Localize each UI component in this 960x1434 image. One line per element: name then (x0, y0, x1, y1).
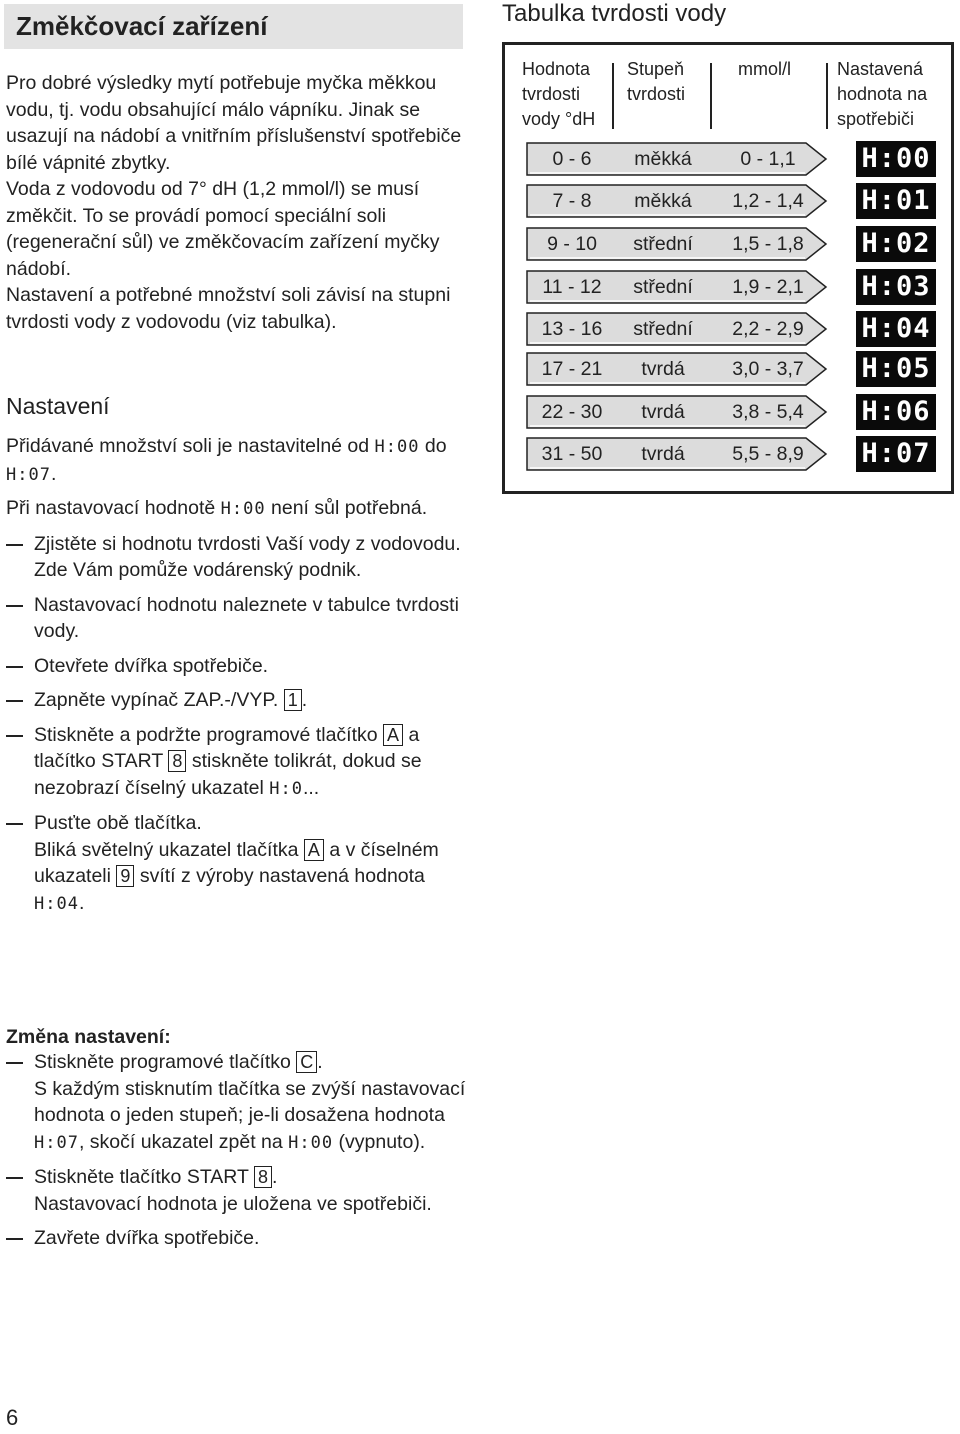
list-item (6, 810, 466, 917)
table-row (526, 227, 826, 261)
header-separator (612, 63, 614, 129)
step-text: stiskněte tolikrát, dokud se nezobrazí číselný ukazatel (34, 750, 422, 799)
list-item (6, 653, 466, 680)
cell-dh: 17 - 21 (541, 358, 603, 380)
step-text: Stiskněte a podržte programové tlačítko (34, 723, 384, 746)
cell-dh: 22 - 30 (541, 401, 603, 423)
lcd-setting-display: H:05 (856, 351, 936, 387)
step-text: . (272, 1166, 278, 1188)
cell-dh: 11 - 12 (542, 276, 602, 298)
intro-paragraph: Nastavení a potřebné množství soli závisí na stupni tvrdosti vody z vodovodu (viz tabulka). (6, 284, 451, 333)
lcd-setting-display: H:00 (856, 141, 936, 177)
step-text: Zapněte vypínač ZAP.-/VYP. (34, 689, 284, 711)
text: Při nastavovací hodnotě (6, 497, 221, 519)
cell-grade: tvrdá (641, 358, 685, 380)
settings-heading: Nastavení (6, 393, 110, 419)
settings-paragraph-range (6, 433, 466, 488)
table-row (526, 184, 826, 218)
settings-paragraph-zero (6, 495, 466, 523)
title-bar (4, 4, 463, 49)
lcd-setting-display: H:02 (856, 226, 936, 262)
button-reference-box: C (296, 1051, 317, 1073)
list-item (6, 1225, 466, 1252)
display-code: H:04 (34, 893, 79, 914)
cell-grade: tvrdá (641, 443, 685, 465)
lcd-setting-display: H:07 (856, 436, 936, 472)
text: Přidávané množství soli je nastavitelné od (6, 435, 375, 457)
cell-mmol: 3,8 - 5,4 (732, 401, 804, 423)
step-text: Zjistěte si hodnotu tvrdosti Vaší vody z vodovodu. Zde Vám pomůže vodárenský podnik. (34, 532, 461, 581)
step-text: Stiskněte tlačítko START (34, 1166, 255, 1188)
table-row (526, 270, 826, 304)
cell-grade: měkká (634, 148, 692, 170)
display-code: H:07 (34, 1132, 79, 1153)
lcd-setting-display: H:01 (856, 183, 936, 219)
table-row (526, 437, 826, 471)
cell-mmol: 1,2 - 1,4 (732, 190, 804, 212)
header-setting: Nastavená hodnota na spotřebiči (837, 59, 928, 129)
cell-mmol: 1,5 - 1,8 (732, 233, 804, 255)
settings-steps (6, 531, 466, 918)
cell-grade: střední (633, 233, 693, 255)
table-row (526, 352, 826, 386)
step-text: ... (302, 776, 320, 799)
cell-dh: 7 - 8 (552, 190, 592, 212)
cell-grade: střední (633, 318, 693, 340)
button-reference-box: A (304, 839, 324, 861)
step-text: Nastavovací hodnotu naleznete v tabulce tvrdosti vody. (34, 593, 459, 642)
button-reference-box: 8 (168, 750, 186, 772)
header-separator (826, 63, 828, 129)
step-text: a tlačítko START (34, 723, 420, 772)
intro-paragraph: Pro dobré výsledky mytí potřebuje myčka měkkou vodu, tj. vodu obsahující málo vápníku. Jinak se usazují na nádobí a vnitřním příslušenství spotřebiče bílé vápnité zbytky. (6, 72, 462, 174)
display-code: H:00 (374, 437, 420, 457)
cell-dh: 31 - 50 (541, 443, 603, 465)
table-row (526, 395, 826, 429)
step-text: Zavřete dvířka spotřebiče. (34, 1227, 260, 1249)
intro-section (6, 70, 466, 335)
step-text: Nastavovací hodnota je uložena ve spotřebiči. (34, 1192, 432, 1215)
list-item (6, 531, 466, 584)
switch-reference-box: 1 (284, 689, 302, 711)
table-row (526, 142, 826, 176)
cell-grade: střední (633, 276, 693, 298)
step-text: svítí z výroby nastavená hodnota (134, 865, 425, 887)
cell-mmol: 2,2 - 2,9 (732, 318, 804, 340)
display-code: H:00 (220, 499, 266, 519)
step-text: . (301, 689, 308, 711)
display-reference-box: 9 (116, 865, 134, 887)
text: do (419, 435, 447, 457)
step-text: (vypnuto). (333, 1130, 426, 1153)
display-code: H:07 (6, 464, 51, 485)
cell-grade: tvrdá (641, 401, 685, 423)
button-reference-box: 8 (254, 1166, 272, 1188)
step-text: Pusťte obě tlačítka. (34, 812, 202, 834)
change-section (6, 1026, 466, 1252)
page-title: Změkčovací zařízení (16, 11, 268, 41)
cell-grade: měkká (634, 190, 692, 212)
list-item (6, 687, 466, 714)
step-text: Otevřete dvířka spotřebiče. (34, 654, 269, 677)
step-text: a v číselném ukazateli (34, 838, 439, 887)
table-title: Tabulka tvrdosti vody (502, 0, 727, 27)
step-text: S každým stisknutím tlačítka se zvýší nastavovací hodnota o jeden stupeň; je-li dosažena hodnota (34, 1077, 466, 1126)
cell-mmol: 5,5 - 8,9 (732, 443, 804, 465)
cell-mmol: 1,9 - 2,1 (732, 276, 804, 298)
text: není sůl potřebná. (265, 497, 428, 519)
lcd-setting-display: H:03 (856, 269, 936, 305)
cell-mmol: 0 - 1,1 (740, 148, 796, 170)
step-text: Stiskněte programové tlačítko (34, 1051, 297, 1073)
display-code: H:00 (288, 1132, 334, 1153)
list-item (6, 1049, 466, 1156)
list-item (6, 592, 466, 645)
text: . (50, 462, 57, 485)
page-number: 6 (6, 1405, 19, 1430)
cell-dh: 0 - 6 (552, 148, 592, 170)
list-item (6, 1164, 466, 1217)
header-dh: Hodnota tvrdosti vody °dH (522, 59, 596, 129)
step-text: Bliká světelný ukazatel tlačítka (34, 838, 304, 861)
step-text: . (78, 891, 85, 914)
step-text: . (317, 1051, 323, 1073)
table-row (526, 312, 826, 346)
change-heading: Změna nastavení: (6, 1026, 171, 1048)
intro-paragraph: Voda z vodovodu od 7° dH (1,2 mmol/l) se musí změkčit. To se provádí pomocí speciální soli (regenerační sůl) ve změkčovacím zařízení myčky nádobí. (6, 178, 440, 280)
change-steps (6, 1049, 466, 1252)
lcd-setting-display: H:06 (856, 394, 936, 430)
display-code: H:0 (269, 778, 303, 799)
cell-mmol: 3,0 - 3,7 (732, 358, 804, 380)
button-reference-box: A (383, 724, 403, 746)
list-item (6, 722, 466, 803)
cell-dh: 9 - 10 (547, 233, 597, 255)
lcd-setting-display: H:04 (856, 311, 936, 347)
step-text: , skočí ukazatel zpět na (78, 1130, 289, 1153)
cell-dh: 13 - 16 (541, 318, 603, 340)
settings-section (6, 433, 466, 917)
header-mmol: mmol/l (738, 59, 791, 79)
header-grade: Stupeň tvrdosti (627, 59, 686, 104)
header-separator (710, 63, 712, 129)
